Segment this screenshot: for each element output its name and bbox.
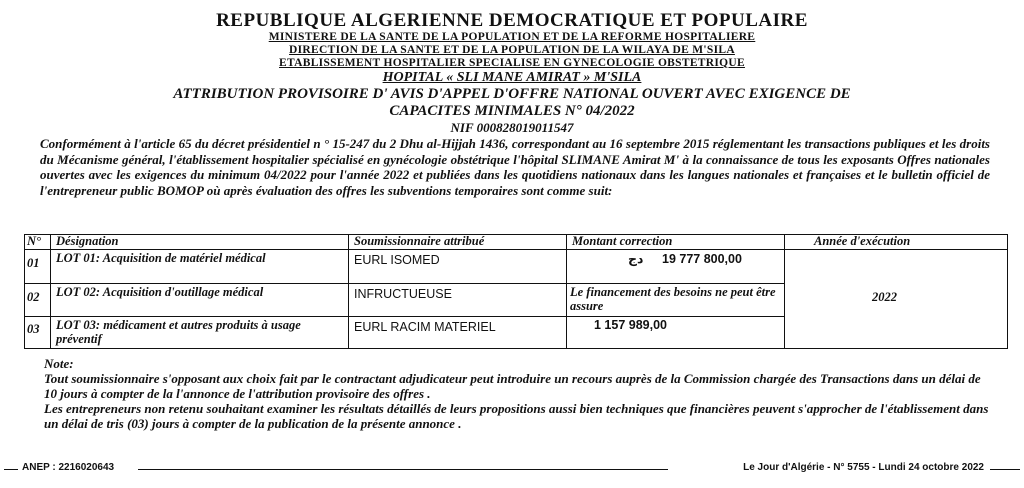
row-01-num: 01 [27, 256, 40, 270]
row-03-designation: LOT 03: médicament et autres produits à usage préventif [56, 318, 301, 346]
footer [0, 462, 1024, 476]
note-paragraph-2: Les entrepreneurs non retenu souhaitant examiner les résultats détaillés de leurs propositions aussi bien techniques que financières peuvent s'approcher de l'établissement dans un délai de tris (03) jours à compter de la publication de la présente annonce . [44, 401, 989, 431]
table-rule [24, 249, 1008, 250]
execution-year: 2022 [872, 290, 897, 304]
title-line-1: ATTRIBUTION PROVISOIRE D' AVIS D'APPEL D'OFFRE NATIONAL OUVERT AVEC EXIGENCE DE [173, 86, 851, 102]
row-03-montant: 1 157 989,00 [594, 318, 667, 332]
note-section [44, 356, 994, 431]
row-03-num: 03 [27, 322, 40, 336]
table-rule [24, 283, 784, 284]
attribution-table [24, 234, 1008, 349]
row-02-designation: LOT 02: Acquisition d'outillage médical [56, 285, 264, 299]
table-rule [566, 234, 567, 349]
table-rule [24, 348, 1008, 349]
row-02-num: 02 [27, 290, 40, 304]
establishment-line: ETABLISSEMENT HOSPITALIER SPECIALISE EN GYNECOLOGIE OBSTETRIQUE [279, 57, 745, 69]
publication-source: Le Jour d'Algérie - N° 5755 - Lundi 24 octobre 2022 [743, 462, 984, 473]
col-header-montant: Montant correction [572, 234, 673, 248]
col-header-num: N° [27, 234, 42, 248]
republic-heading: REPUBLIQUE ALGERIENNE DEMOCRATIQUE ET POPULAIRE [216, 10, 808, 31]
col-header-designation: Désignation [56, 234, 119, 248]
row-02-montant: Le financement des besoins ne peut être assure [570, 285, 776, 313]
col-header-soumissionnaire: Soumissionnaire attribué [354, 234, 485, 248]
row-01-soumissionnaire: EURL ISOMED [354, 253, 440, 267]
anep-code: ANEP : 2216020643 [22, 462, 115, 473]
nif-line: NIF 000828019011547 [450, 120, 574, 135]
note-title: Note: [44, 356, 74, 371]
footer-rule [4, 469, 18, 470]
table-rule [784, 234, 785, 349]
table-rule [1007, 234, 1008, 349]
table-rule [348, 234, 349, 349]
row-01-designation: LOT 01: Acquisition de matériel médical [56, 251, 266, 265]
footer-rule [990, 469, 1020, 470]
note-paragraph-1: Tout soumissionnaire s'opposant aux choix fait par le contractant adjudicateur peut introduire un recours auprès de la Commission chargée des Transactions dans un délai de 10 jours à compter de la l'annonce de l'attribution provisoire des offres . [44, 371, 981, 401]
intro-paragraph: Conformément à l'article 65 du décret présidentiel n ° 15-247 du 2 Dhu al-Hijjah 1436, correspondant au 16 septembre 2015 réglementant les transactions publiques et les droits du Mécanisme général, l'établissement hospitalier spécialisé en gynécologie obstétrique l'hôpital SLIMANE Amirat M' à la connaissance de tous les exposants Offres nationales ouvertes avec les exigences du minimum 04/2022 pour l'année 2022 et publiées dans les quotidiens nationaux dans les langues nationales et françaises et le bulletin officiel de l'entrepreneur public BOMOP où après évaluation des offres les subventions temporaires sont comme suit: [40, 136, 990, 198]
col-header-annee: Année d'exécution [814, 234, 911, 248]
table-rule [24, 234, 25, 349]
row-03-soumissionnaire: EURL RACIM MATERIEL [354, 320, 496, 334]
hospital-line: HOPITAL « SLI MANE AMIRAT » M'SILA [382, 70, 642, 85]
title-line-2: CAPACITES MINIMALES N° 04/2022 [389, 103, 635, 119]
row-01-currency: دج [628, 252, 644, 266]
footer-rule [138, 469, 668, 470]
table-rule [24, 316, 784, 317]
ministry-line: MINISTERE DE LA SANTE DE LA POPULATION ET DE LA REFORME HOSPITALIERE [268, 31, 756, 43]
row-02-soumissionnaire: INFRUCTUEUSE [354, 287, 452, 301]
row-01-montant: 19 777 800,00 [662, 252, 742, 266]
direction-line: DIRECTION DE LA SANTE ET DE LA POPULATION DE LA WILAYA DE M'SILA [289, 44, 735, 56]
table-rule [50, 234, 51, 349]
